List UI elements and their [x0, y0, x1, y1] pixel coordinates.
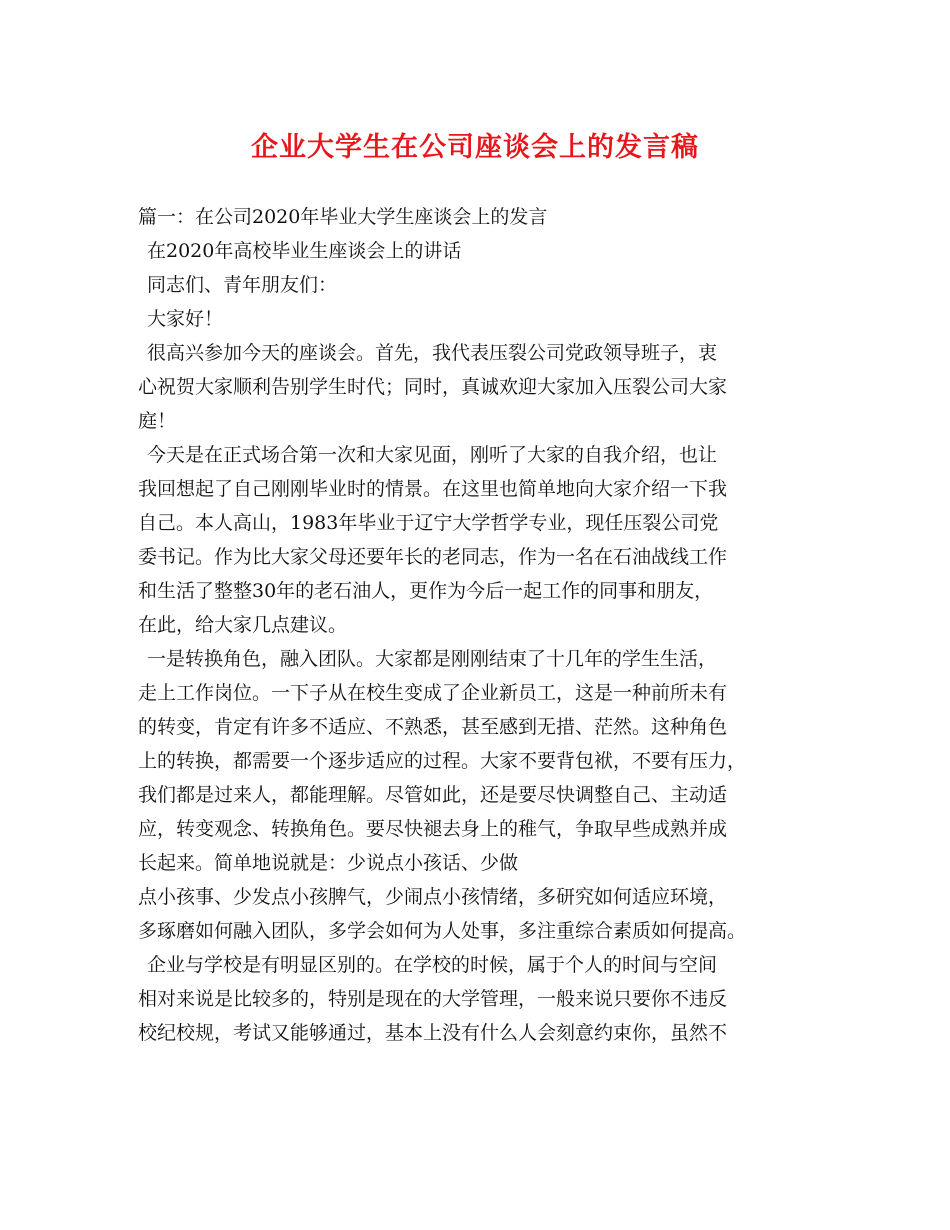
body-line: 一是转换角色，融入团队。大家都是刚刚结束了十几年的学生生活， [147, 648, 718, 670]
body-line: 庭！ [138, 410, 177, 432]
body-line: 篇一：在公司2020年毕业大学生座谈会上的发言 [138, 206, 548, 228]
body-line: 企业与学校是有明显区别的。在学校的时候，属于个人的时间与空间 [147, 954, 718, 976]
body-line: 我们都是过来人，都能理解。尽管如此，还是要尽快调整自己、主动适 [138, 784, 728, 806]
body-line: 心祝贺大家顺利告别学生时代；同时，真诚欢迎大家加入压裂公司大家 [138, 376, 728, 398]
body-line: 的转变，肯定有许多不适应、不熟悉，甚至感到无措、茫然。这种角色 [138, 716, 728, 738]
body-line: 校纪校规，考试又能够通过，基本上没有什么人会刻意约束你，虽然不 [138, 1022, 728, 1044]
body-line: 应，转变观念、转换角色。要尽快褪去身上的稚气，争取早些成熟并成 [138, 818, 728, 840]
body-line: 自己。本人高山，1983年毕业于辽宁大学哲学专业，现任压裂公司党 [138, 512, 719, 534]
body-line: 相对来说是比较多的，特别是现在的大学管理，一般来说只要你不违反 [138, 988, 728, 1010]
body-line: 很高兴参加今天的座谈会。首先，我代表压裂公司党政领导班子，衷 [147, 342, 718, 364]
body-line: 多琢磨如何融入团队，多学会如何为人处事，多注重综合素质如何提高。 [138, 920, 747, 942]
body-line: 委书记。作为比大家父母还要年长的老同志，作为一名在石油战线工作 [138, 546, 728, 568]
body-line: 长起来。简单地说就是：少说点小孩话、少做 [138, 852, 519, 874]
body-line: 在此，给大家几点建议。 [138, 614, 348, 636]
body-line: 今天是在正式场合第一次和大家见面，刚听了大家的自我介绍，也让 [147, 444, 718, 466]
document-body [138, 200, 838, 1050]
body-line: 和生活了整整30年的老石油人，更作为今后一起工作的同事和朋友， [138, 580, 714, 602]
body-line: 同志们、青年朋友们： [147, 274, 338, 296]
body-line: 大家好！ [147, 308, 224, 330]
body-line: 我回想起了自己刚刚毕业时的情景。在这里也简单地向大家介绍一下我 [138, 478, 728, 500]
body-line: 走上工作岗位。一下子从在校生变成了企业新员工，这是一种前所未有 [138, 682, 728, 704]
body-line: 上的转换，都需要一个逐步适应的过程。大家不要背包袱，不要有压力， [138, 750, 747, 772]
body-line: 点小孩事、少发点小孩脾气，少闹点小孩情绪，多研究如何适应环境， [138, 886, 728, 908]
document-title: 企业大学生在公司座谈会上的发言稿 [251, 132, 699, 163]
body-line: 在2020年高校毕业生座谈会上的讲话 [147, 240, 462, 262]
